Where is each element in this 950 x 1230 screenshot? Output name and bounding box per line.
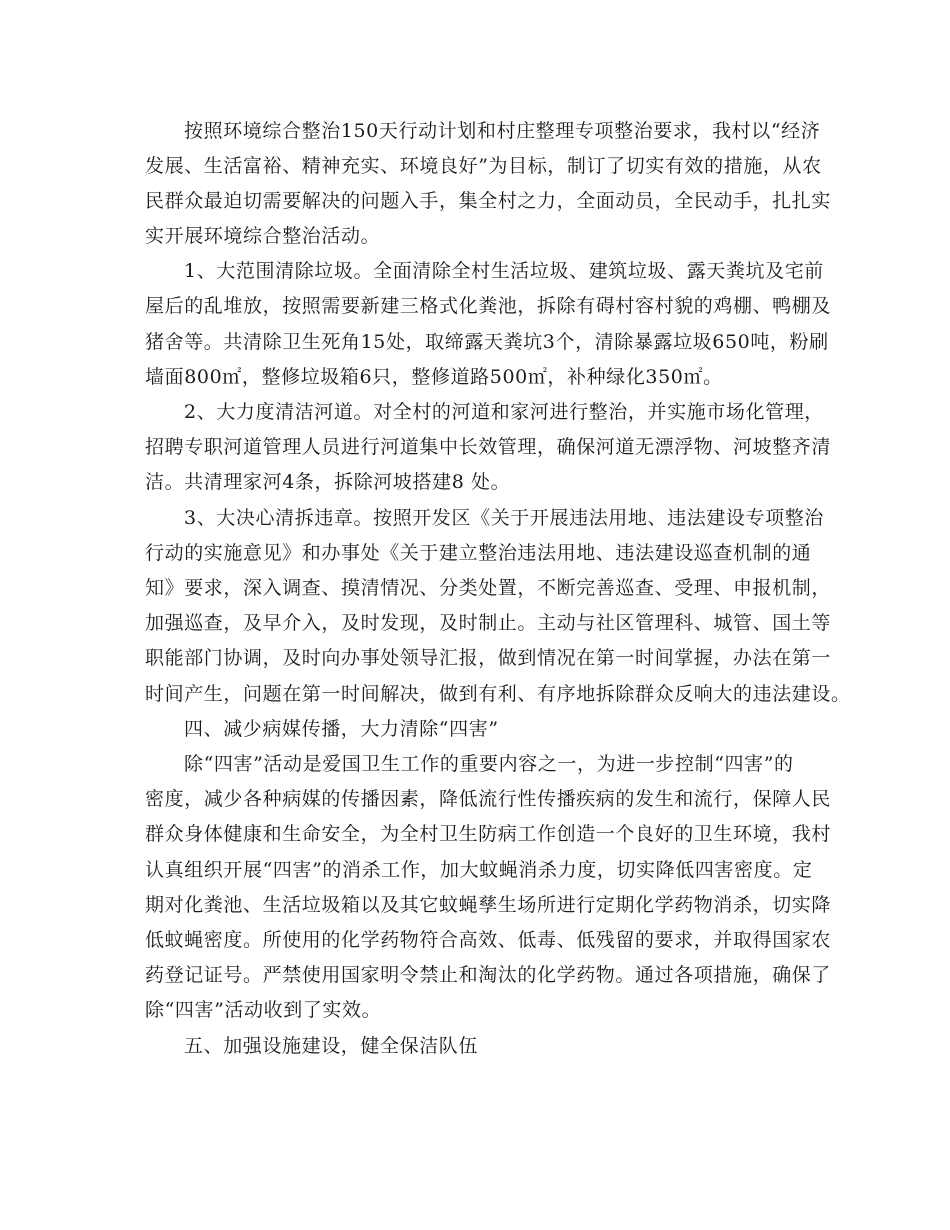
paragraph-line: 3、大决心清拆违章。按照开发区《关于开展违法用地、违法建设专项整治 xyxy=(184,507,824,529)
paragraph-line: 药登记证号。严禁使用国家明令禁止和淘汰的化学药物。通过各项措施，确保了 xyxy=(145,964,832,986)
paragraph-line: 低蚊蝇密度。所使用的化学药物符合高效、低毒、低残留的要求，并取得国家农 xyxy=(145,929,832,951)
paragraph-line: 1、大范围清除垃圾。全面清除全村生活垃圾、建筑垃圾、露天粪坑及宅前 xyxy=(184,260,824,282)
section-heading: 五、加强设施建设，健全保洁队伍 xyxy=(184,1035,479,1057)
paragraph-line: 密度，减少各种病媒的传播因素，降低流行性传播疾病的发生和流行，保障人民 xyxy=(145,788,832,810)
paragraph-line: 猪舍等。共清除卫生死角15处，取缔露天粪坑3个，清除暴露垃圾650吨，粉刷 xyxy=(145,331,829,353)
paragraph-line: 屋后的乱堆放，按照需要新建三格式化粪池，拆除有碍村容村貌的鸡棚、鸭棚及 xyxy=(145,295,832,317)
paragraph-line: 除“四害”活动是爱国卫生工作的重要内容之一，为进一步控制“四害”的 xyxy=(184,753,794,775)
paragraph-line: 加强巡查，及早介入，及时发现，及时制止。主动与社区管理科、城管、国土等 xyxy=(145,612,832,634)
paragraph-line: 发展、生活富裕、精神充实、环境良好”为目标，制订了切实有效的措施，从农 xyxy=(145,155,822,177)
section-heading: 四、减少病媒传播，大力清除“四害” xyxy=(184,718,499,740)
paragraph-line: 行动的实施意见》和办事处《关于建立整治违法用地、违法建设巡查机制的通 xyxy=(145,542,812,564)
paragraph-line: 墙面800㎡，整修垃圾箱6只，整修道路500㎡，补种绿化350㎡。 xyxy=(145,366,723,388)
paragraph-line: 实开展环境综合整治活动。 xyxy=(145,225,381,247)
paragraph-line: 除“四害”活动收到了实效。 xyxy=(145,999,382,1021)
paragraph-line: 期对化粪池、生活垃圾箱以及其它蚊蝇孳生场所进行定期化学药物消杀，切实降 xyxy=(145,894,832,916)
paragraph-line: 认真组织开展“四害”的消杀工作，加大蚊蝇消杀力度，切实降低四害密度。定 xyxy=(145,859,813,881)
paragraph-line: 2、大力度清洁河道。对全村的河道和家河进行整治，并实施市场化管理， xyxy=(184,401,824,423)
paragraph-line: 时间产生，问题在第一时间解决，做到有利、有序地拆除群众反响大的违法建设。 xyxy=(145,683,851,705)
paragraph-line: 洁。共清理家河4条，拆除河坡搭建8 处。 xyxy=(145,471,511,493)
paragraph-line: 按照环境综合整治150天行动计划和村庄整理专项整治要求，我村以“经济 xyxy=(184,120,821,142)
paragraph-line: 知》要求，深入调查、摸清情况、分类处置，不断完善巡查、受理、申报机制， xyxy=(145,577,832,599)
paragraph-line: 群众身体健康和生命安全，为全村卫生防病工作创造一个良好的卫生环境，我村 xyxy=(145,823,832,845)
paragraph-line: 民群众最迫切需要解决的问题入手，集全村之力，全面动员，全民动手，扎扎实 xyxy=(145,190,832,212)
paragraph-line: 职能部门协调，及时向办事处领导汇报，做到情况在第一时间掌握，办法在第一 xyxy=(145,647,832,669)
paragraph-line: 招聘专职河道管理人员进行河道集中长效管理，确保河道无漂浮物、河坡整齐清 xyxy=(145,436,832,458)
